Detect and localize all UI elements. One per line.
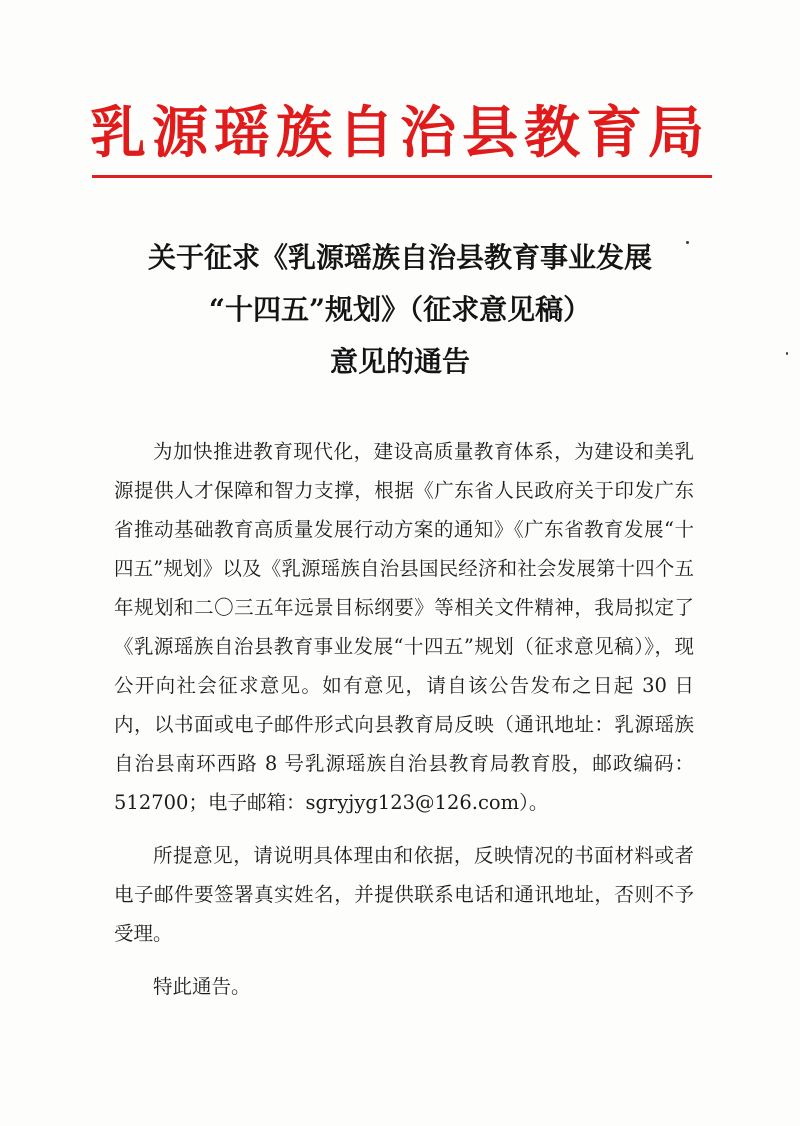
notice-title-line-1: 关于征求《乳源瑶族自治县教育事业发展 <box>147 241 652 274</box>
letterhead-org-name: 乳源瑶族自治县教育局 <box>90 100 710 166</box>
notice-paragraph-3: 特此通告。 <box>153 975 251 998</box>
notice-title-line-2: “十四五”规划》（征求意见稿） <box>208 293 592 326</box>
scan-speck <box>686 241 689 244</box>
letterhead-red-rule <box>92 175 712 178</box>
notice-body <box>114 432 694 1006</box>
notice-title <box>0 232 800 388</box>
notice-paragraph-2: 所提意见，请说明具体理由和依据，反映情况的书面材料或者电子邮件要签署真实姓名，并提供联系电话和通讯地址，否则不予受理。 <box>114 844 694 945</box>
notice-paragraph-1: 为加快推进教育现代化，建设高质量教育体系，为建设和美乳源提供人才保障和智力支撑，根据《广东省人民政府关于印发广东省推动基础教育高质量发展行动方案的通知》《广东省教育发展“十四五”规划》以及《乳源瑶族自治县国民经济和社会发展第十四个五年规划和二〇三五年远景目标纲要》等相关文件精神，我局拟定了《乳源瑶族自治县教育事业发展“十四五”规划（征求意见稿）》，现公开向社会征求意见。如有意见，请自该公告发布之日起 30 日内，以书面或电子邮件形式向县教育局反映（通讯地址：乳源瑶族自治县南环西路 8 号乳源瑶族自治县教育局教育股，邮政编码：512700；电子邮箱：sgryjyg123@126.com）。 <box>114 440 694 814</box>
scan-speck <box>786 352 788 355</box>
notice-title-line-3: 意见的通告 <box>329 345 470 378</box>
